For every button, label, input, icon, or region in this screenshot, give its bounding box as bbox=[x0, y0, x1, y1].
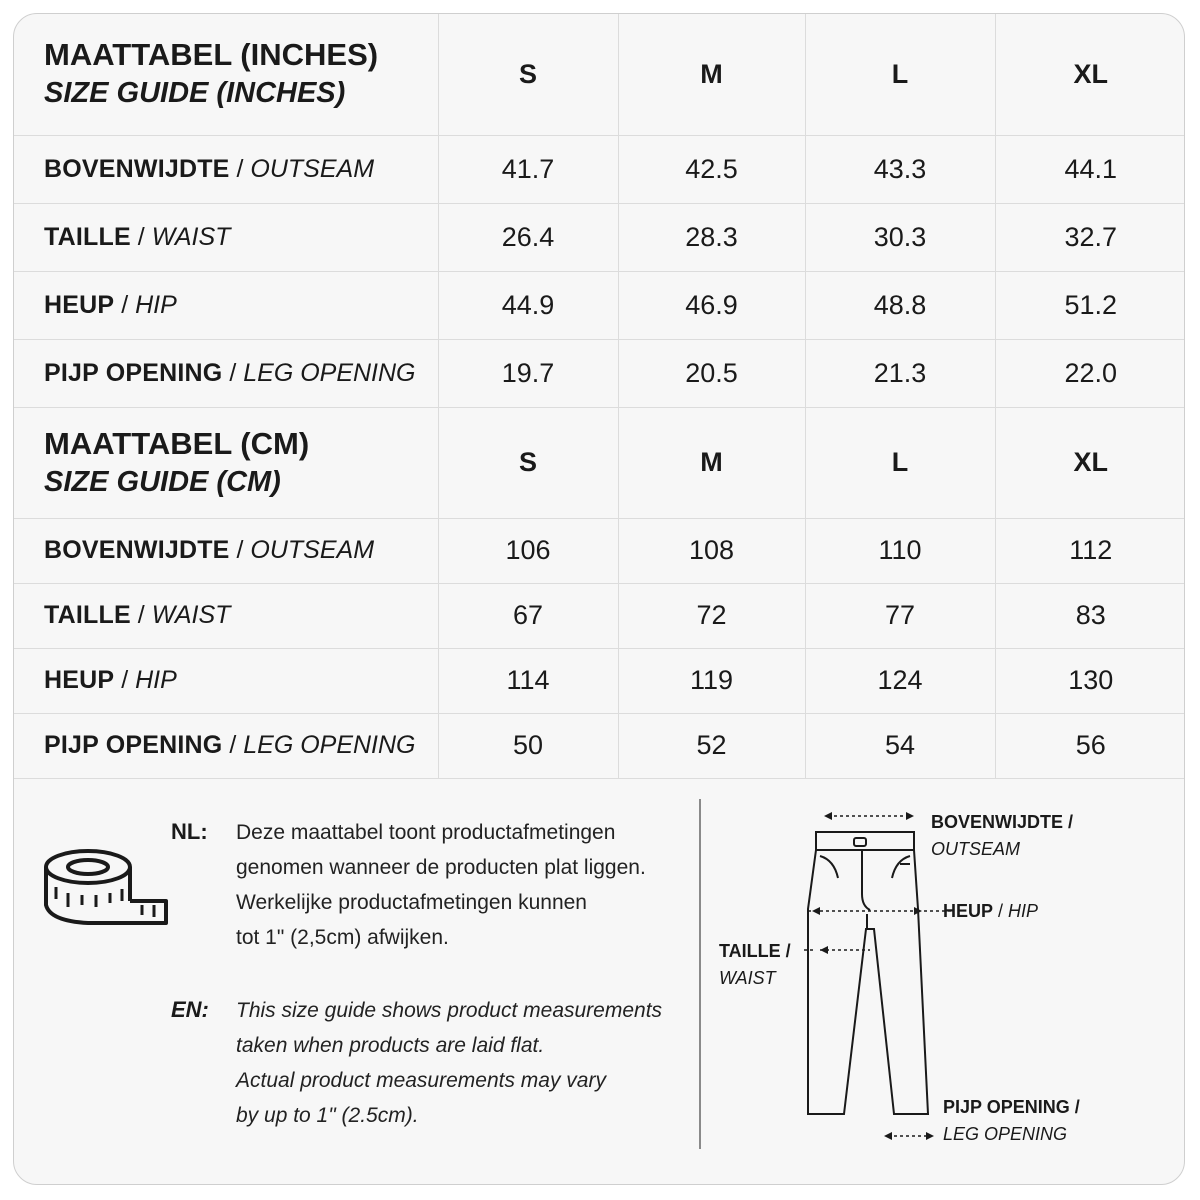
size-table bbox=[14, 14, 1185, 779]
measurement-cell: 41.7 bbox=[438, 135, 618, 203]
cm-row-label bbox=[14, 713, 438, 778]
label-separator: / bbox=[229, 154, 251, 183]
label-en: OUTSEAM bbox=[250, 536, 375, 564]
cm-row bbox=[14, 648, 1185, 713]
label-nl: PIJP OPENING bbox=[44, 731, 223, 759]
nl-note-line: Werkelijke productafmetingen kunnen bbox=[236, 891, 587, 914]
label-en: LEG OPENING bbox=[243, 358, 416, 387]
cm-row bbox=[14, 713, 1185, 778]
measurement-cell: 32.7 bbox=[995, 203, 1185, 271]
inches-title-cell bbox=[14, 14, 438, 135]
label-separator: / bbox=[229, 536, 251, 564]
hip-callout-nl: HEUP bbox=[943, 901, 994, 921]
cm-title-en: SIZE GUIDE (CM) bbox=[44, 465, 281, 498]
outseam-callout bbox=[931, 809, 1073, 863]
inches-title-nl: MAATTABEL (INCHES) bbox=[44, 37, 379, 73]
measurement-cell: 44.9 bbox=[438, 271, 618, 339]
measurement-cell: 72 bbox=[618, 583, 805, 648]
size-header-xl: XL bbox=[995, 407, 1185, 518]
inches-row bbox=[14, 135, 1185, 203]
measurement-cell: 54 bbox=[805, 713, 995, 778]
label-separator: / bbox=[130, 601, 152, 629]
inches-header-row bbox=[14, 14, 1185, 135]
cm-row-label bbox=[14, 583, 438, 648]
label-separator: / bbox=[222, 358, 244, 387]
cm-title-nl: MAATTABEL (CM) bbox=[44, 425, 310, 461]
measurement-cell: 56 bbox=[995, 713, 1185, 778]
waist-callout-nl: TAILLE / bbox=[719, 941, 791, 961]
label-separator: / bbox=[130, 222, 152, 251]
measurement-cell: 50 bbox=[438, 713, 618, 778]
measurement-cell: 28.3 bbox=[618, 203, 805, 271]
measurement-cell: 46.9 bbox=[618, 271, 805, 339]
measurement-cell: 106 bbox=[438, 518, 618, 583]
nl-note-line: Deze maattabel toont productafmetingen bbox=[236, 821, 616, 844]
measurement-cell: 108 bbox=[618, 518, 805, 583]
measurement-cell: 22.0 bbox=[995, 339, 1185, 407]
label-en: HIP bbox=[135, 290, 177, 319]
leg-opening-callout-nl: PIJP OPENING / bbox=[943, 1097, 1080, 1117]
inches-row-label bbox=[14, 135, 438, 203]
measurement-cell: 51.2 bbox=[995, 271, 1185, 339]
inches-row-label bbox=[14, 271, 438, 339]
en-note-line: Actual product measurements may vary bbox=[236, 1069, 606, 1092]
label-nl: TAILLE bbox=[44, 601, 131, 629]
nl-label: NL: bbox=[171, 819, 208, 844]
label-nl: BOVENWIJDTE bbox=[44, 154, 230, 183]
label-en: LEG OPENING bbox=[243, 731, 416, 759]
label-en: OUTSEAM bbox=[250, 154, 375, 183]
footer-notes bbox=[14, 779, 1185, 1184]
outseam-callout-en: OUTSEAM bbox=[931, 839, 1021, 859]
cm-row bbox=[14, 583, 1185, 648]
label-separator: / bbox=[114, 666, 136, 694]
nl-note-line: genomen wanneer de producten plat liggen. bbox=[236, 856, 646, 879]
en-note-line: This size guide shows product measurements bbox=[236, 999, 663, 1022]
waist-callout-en: WAIST bbox=[719, 968, 776, 988]
cm-header-row bbox=[14, 407, 1185, 518]
label-nl: TAILLE bbox=[44, 222, 131, 251]
label-en: HIP bbox=[135, 666, 177, 694]
inches-row bbox=[14, 339, 1185, 407]
measurement-cell: 30.3 bbox=[805, 203, 995, 271]
size-header-xl: XL bbox=[995, 14, 1185, 135]
footer-divider bbox=[699, 799, 701, 1149]
label-nl: HEUP bbox=[44, 290, 115, 319]
label-nl: HEUP bbox=[44, 666, 115, 694]
leg-opening-callout-en: LEG OPENING bbox=[943, 1124, 1068, 1144]
measurement-cell: 19.7 bbox=[438, 339, 618, 407]
size-header-s: S bbox=[438, 407, 618, 518]
label-separator: / bbox=[114, 290, 136, 319]
nl-note bbox=[236, 815, 686, 955]
measurement-cell: 52 bbox=[618, 713, 805, 778]
en-label: EN: bbox=[171, 997, 209, 1022]
label-nl: BOVENWIJDTE bbox=[44, 536, 230, 564]
en-note-line: taken when products are laid flat. bbox=[236, 1034, 545, 1057]
measurement-cell: 42.5 bbox=[618, 135, 805, 203]
hip-callout bbox=[943, 898, 1038, 925]
cm-title-cell bbox=[14, 407, 438, 518]
label-nl: PIJP OPENING bbox=[44, 358, 223, 387]
label-separator: / bbox=[222, 731, 244, 759]
measurement-cell: 110 bbox=[805, 518, 995, 583]
inches-title-en: SIZE GUIDE (INCHES) bbox=[44, 77, 346, 110]
outseam-callout-nl: BOVENWIJDTE / bbox=[931, 812, 1074, 832]
inches-row bbox=[14, 271, 1185, 339]
measurement-cell: 26.4 bbox=[438, 203, 618, 271]
measurement-cell: 77 bbox=[805, 583, 995, 648]
size-header-s: S bbox=[438, 14, 618, 135]
measurement-cell: 43.3 bbox=[805, 135, 995, 203]
measurement-cell: 124 bbox=[805, 648, 995, 713]
leg-opening-callout bbox=[943, 1094, 1080, 1148]
hip-callout-en: HIP bbox=[1008, 901, 1039, 921]
en-note bbox=[236, 993, 686, 1133]
measurement-cell: 21.3 bbox=[805, 339, 995, 407]
measuring-tape-icon bbox=[42, 847, 172, 937]
inches-row-label bbox=[14, 203, 438, 271]
cm-row bbox=[14, 518, 1185, 583]
cm-row-label bbox=[14, 518, 438, 583]
measurement-cell: 83 bbox=[995, 583, 1185, 648]
measurement-cell: 67 bbox=[438, 583, 618, 648]
hip-callout-sep: / bbox=[993, 901, 1009, 921]
label-en: WAIST bbox=[151, 222, 231, 251]
inches-row bbox=[14, 203, 1185, 271]
size-header-m: M bbox=[618, 14, 805, 135]
size-guide-card bbox=[13, 13, 1185, 1185]
waist-callout bbox=[719, 938, 791, 992]
size-header-m: M bbox=[618, 407, 805, 518]
measurement-cell: 114 bbox=[438, 648, 618, 713]
measurement-cell: 119 bbox=[618, 648, 805, 713]
inches-row-label bbox=[14, 339, 438, 407]
measurement-cell: 44.1 bbox=[995, 135, 1185, 203]
measurement-cell: 48.8 bbox=[805, 271, 995, 339]
measurement-cell: 130 bbox=[995, 648, 1185, 713]
label-en: WAIST bbox=[151, 601, 231, 629]
measurement-cell: 112 bbox=[995, 518, 1185, 583]
measurement-cell: 20.5 bbox=[618, 339, 805, 407]
cm-row-label bbox=[14, 648, 438, 713]
en-note-line: by up to 1" (2.5cm). bbox=[236, 1104, 419, 1127]
size-header-l: L bbox=[805, 407, 995, 518]
nl-note-line: tot 1" (2,5cm) afwijken. bbox=[236, 926, 449, 949]
size-header-l: L bbox=[805, 14, 995, 135]
